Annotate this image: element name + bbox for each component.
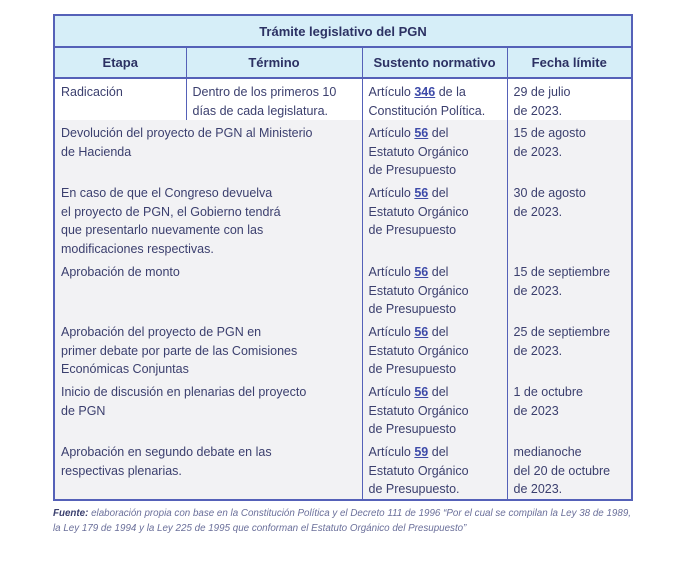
cell-sustento (362, 120, 507, 180)
fecha-line: de 2023. (513, 103, 563, 118)
etapa-line: que presentarlo nuevamente con las (61, 223, 264, 238)
cell-fecha (507, 120, 632, 180)
fecha-line: 29 de julio (513, 85, 571, 99)
table-title: Trámite legislativo del PGN (54, 15, 632, 47)
sustento-prefix: Artículo (368, 186, 415, 201)
cell-etapa (54, 180, 362, 259)
cell-sustento (362, 180, 507, 259)
cell-sustento (362, 439, 507, 500)
table-row (54, 78, 632, 120)
column-header-termino: Término (186, 47, 362, 78)
sustento-line: de Presupuesto (368, 362, 457, 377)
cell-fecha (507, 259, 632, 319)
etapa-line: Inicio de discusión en plenarias del proyecto (61, 385, 307, 400)
fecha-line: 15 de agosto (513, 126, 586, 141)
sustento-suffix: del (428, 265, 449, 280)
etapa-line: Devolución del proyecto de PGN al Ministerio (61, 126, 313, 141)
etapa-line: Aprobación de monto (61, 265, 180, 280)
fecha-line: 15 de septiembre (513, 265, 611, 280)
etapa-line: primer debate por parte de las Comisiones (61, 343, 298, 358)
source-text: elaboración propia con base en la Constitución Política y el Decreto 111 de 1996 “Por el cual se compilan la Ley 38 de 1989, la Ley 179 de 1994 y la Ley 225 de 1995 que conforman el Estatuto Orgánico del Presupuesto” (53, 508, 631, 534)
cell-etapa (54, 78, 186, 120)
sustento-line: de Presupuesto (368, 163, 457, 178)
pgn-table-container (53, 14, 631, 501)
sustento-line: Estatuto Orgánico (368, 403, 469, 418)
fecha-line: medianoche (513, 445, 582, 460)
cell-fecha (507, 439, 632, 500)
source-note (53, 507, 638, 536)
sustento-line: Estatuto Orgánico (368, 343, 469, 358)
fecha-line: de 2023. (513, 343, 563, 358)
article-number-link[interactable]: 56 (414, 265, 429, 280)
table-row (54, 180, 632, 259)
etapa-line: el proyecto de PGN, el Gobierno tendrá (61, 204, 281, 219)
article-number-link[interactable]: 56 (414, 186, 429, 201)
column-header-fecha: Fecha límite (507, 47, 632, 78)
sustento-prefix: Artículo (368, 385, 415, 400)
fecha-line: de 2023. (513, 283, 563, 298)
table-body (54, 78, 632, 500)
termino-line: Dentro de los primeros 10 (192, 85, 337, 99)
cell-etapa (54, 439, 362, 500)
sustento-suffix: del (428, 325, 449, 340)
fecha-line: de 2023. (513, 204, 563, 219)
cell-fecha (507, 180, 632, 259)
table-row (54, 120, 632, 180)
fecha-line: 25 de septiembre (513, 325, 611, 340)
sustento-suffix: de la (435, 85, 466, 99)
etapa-line: de Hacienda (61, 144, 132, 159)
cell-etapa (54, 379, 362, 439)
article-number-link[interactable]: 56 (414, 325, 429, 340)
table-row (54, 439, 632, 500)
cell-etapa (54, 319, 362, 379)
cell-termino (186, 78, 362, 120)
etapa-line: de PGN (61, 403, 106, 418)
sustento-line: de Presupuesto (368, 223, 457, 238)
etapa-line: Radicación (61, 85, 123, 99)
article-number-link[interactable]: 346 (414, 85, 436, 99)
cell-fecha (507, 319, 632, 379)
cell-etapa (54, 259, 362, 319)
sustento-prefix: Artículo (368, 325, 415, 340)
sustento-prefix: Artículo (368, 265, 415, 280)
cell-sustento (362, 259, 507, 319)
cell-etapa (54, 120, 362, 180)
column-header-sustento: Sustento normativo (362, 47, 507, 78)
sustento-line: de Presupuesto (368, 422, 457, 437)
article-number-link[interactable]: 59 (414, 445, 429, 460)
fecha-line: del 20 de octubre (513, 463, 611, 478)
sustento-suffix: del (428, 445, 449, 460)
fecha-line: 1 de octubre (513, 385, 583, 400)
source-label: Fuente: (53, 508, 89, 519)
sustento-prefix: Artículo (368, 126, 415, 141)
article-number-link[interactable]: 56 (414, 126, 429, 141)
cell-fecha (507, 379, 632, 439)
sustento-suffix: del (428, 186, 449, 201)
pgn-legislative-table (53, 14, 633, 501)
cell-sustento (362, 319, 507, 379)
table-row (54, 379, 632, 439)
fecha-line: 30 de agosto (513, 186, 586, 201)
cell-sustento (362, 379, 507, 439)
etapa-line: En caso de que el Congreso devuelva (61, 186, 273, 201)
etapa-line: Aprobación del proyecto de PGN en (61, 325, 262, 340)
cell-fecha (507, 78, 632, 120)
fecha-line: de 2023. (513, 144, 563, 159)
cell-sustento (362, 78, 507, 120)
article-number-link[interactable]: 56 (414, 385, 429, 400)
sustento-line: Estatuto Orgánico (368, 283, 469, 298)
sustento-line: Estatuto Orgánico (368, 144, 469, 159)
column-header-etapa: Etapa (54, 47, 186, 78)
etapa-line: modificaciones respectivas. (61, 241, 214, 256)
sustento-prefix: Artículo (368, 85, 415, 99)
termino-line: días de cada legislatura. (192, 103, 329, 118)
sustento-line: Estatuto Orgánico (368, 204, 469, 219)
etapa-line: Económicas Conjuntas (61, 362, 189, 377)
fecha-line: de 2023. (513, 482, 563, 497)
sustento-line: Estatuto Orgánico (368, 463, 469, 478)
etapa-line: Aprobación en segundo debate en las (61, 445, 272, 460)
table-row (54, 319, 632, 379)
table-row (54, 259, 632, 319)
sustento-suffix: del (428, 126, 449, 141)
sustento-prefix: Artículo (368, 445, 415, 460)
sustento-line: Constitución Política. (368, 103, 486, 118)
sustento-suffix: del (428, 385, 449, 400)
sustento-line: de Presupuesto. (368, 482, 460, 497)
etapa-line: respectivas plenarias. (61, 463, 182, 478)
sustento-line: de Presupuesto (368, 302, 457, 317)
fecha-line: de 2023 (513, 403, 559, 418)
